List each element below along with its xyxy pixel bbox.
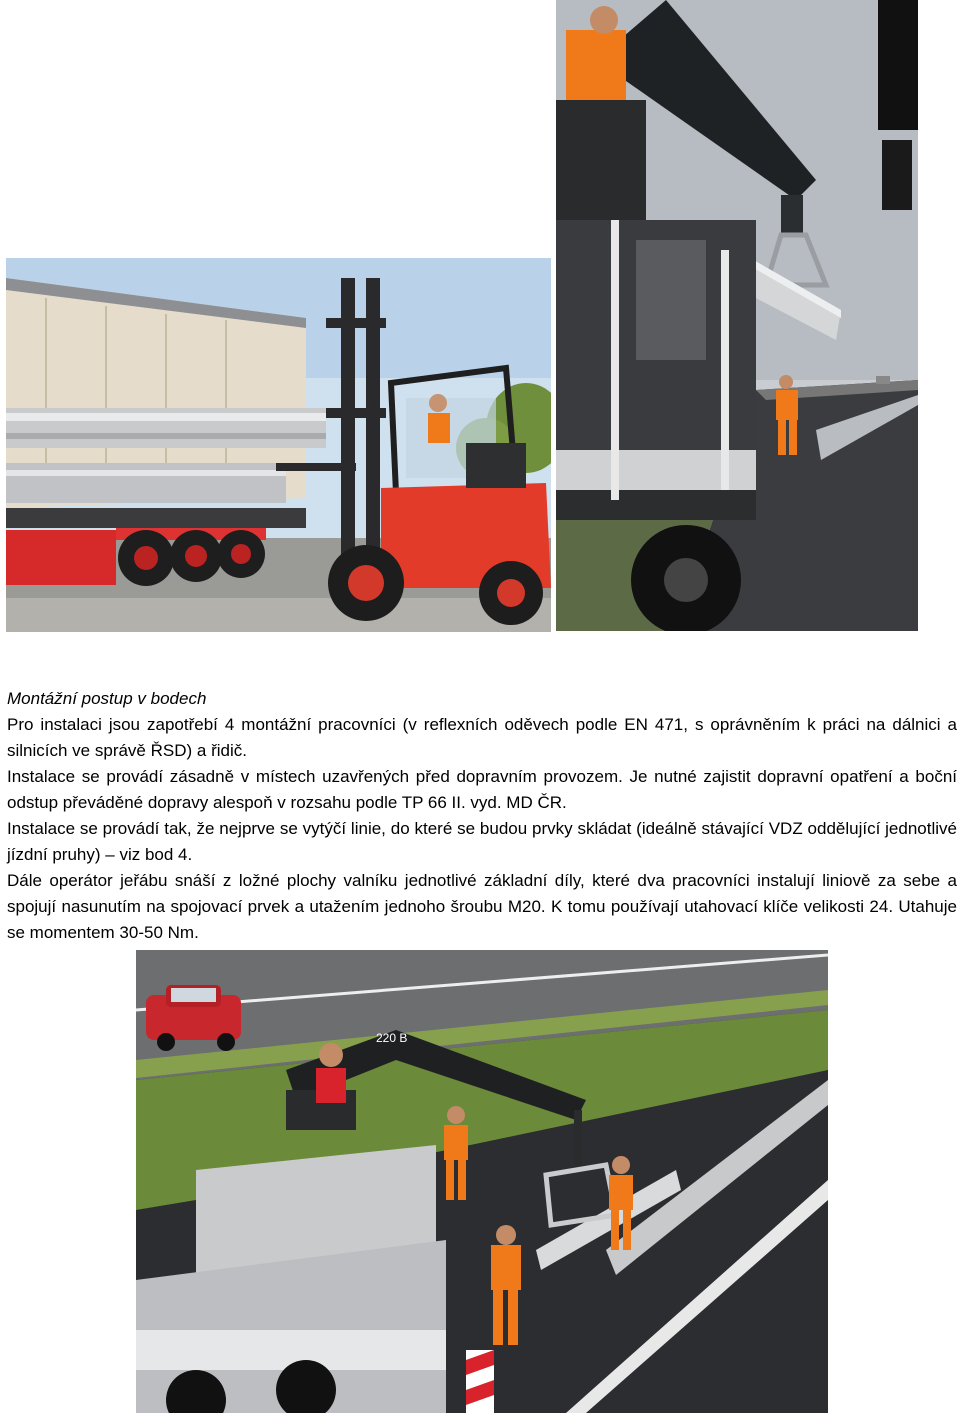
paragraph-closure: Instalace se provádí zásadně v místech uzavřených před dopravním provozem. Je nutné zajistit dopravní opatření a boční odstup převáděné dopravy alespoň v rozsahu podle TP 66 II. vyd. MD ČR. [7, 767, 957, 812]
paragraph-workers: Pro instalaci jsou zapotřebí 4 montážní pracovníci (v reflexních oděvech podle EN 471, s oprávněním k práci na dálnici a silnicích ve správě ŘSD) a řidič. [7, 715, 957, 760]
crane-label: 220 B [376, 1031, 408, 1045]
photo-forklift-loading [6, 258, 551, 632]
assembly-procedure-text [7, 686, 957, 946]
paragraph-alignment: Instalace se provádí tak, že nejprve se vytýčí linie, do které se budou prvky skládat (ideálně stávající VDZ oddělující jednotlivé jízdní pruhy) – viz bod 4. [7, 819, 957, 864]
paragraph-crane-assembly: Dále operátor jeřábu snáší z ložné plochy valníku jednotlivé základní díly, které dva pracovníci instalují liniově za sebe a spojují nasunutím na spojovací prvek a utažením jednoho šroubu M20. K tomu používají utahovací klíče velikosti 24. Utahuje se momentem 30-50 Nm. [7, 871, 957, 942]
photo-crane-truck [556, 0, 918, 631]
photo-highway-installation [136, 950, 828, 1413]
section-heading: Montážní postup v bodech [7, 689, 207, 708]
